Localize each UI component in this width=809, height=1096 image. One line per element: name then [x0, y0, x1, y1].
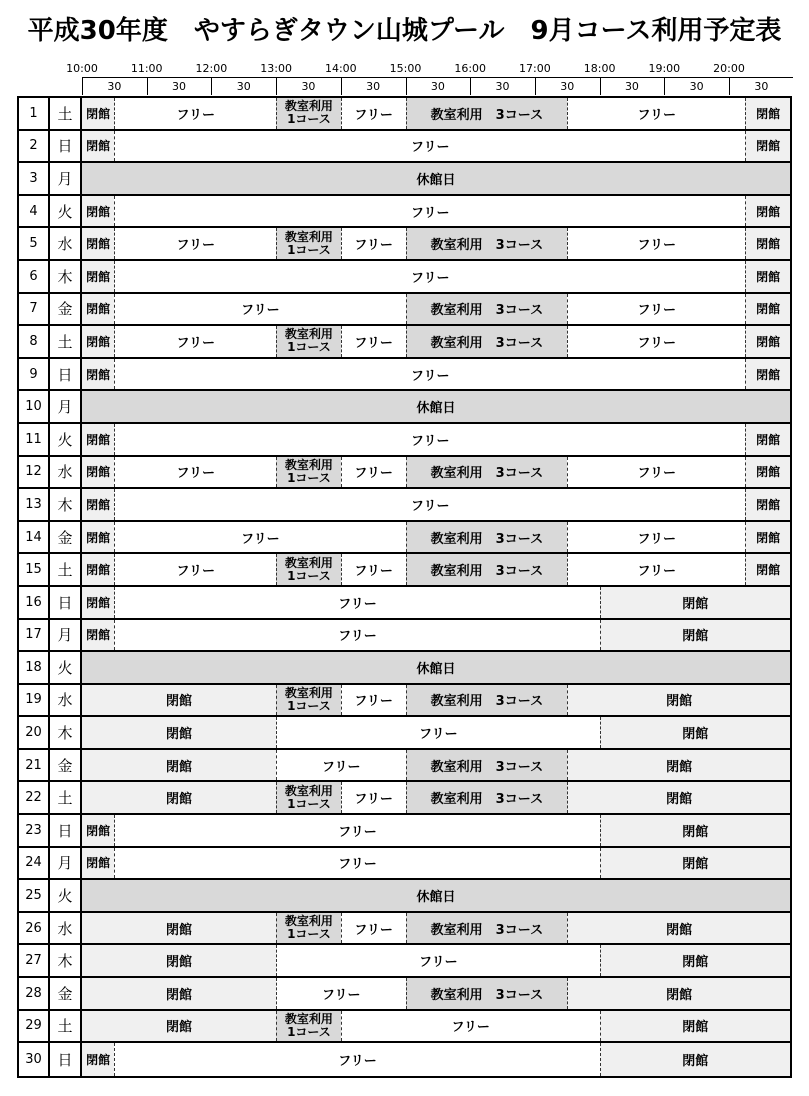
closed-slot: 閉館	[745, 554, 790, 585]
free-slot: フリー	[276, 717, 600, 748]
weekday: 火	[50, 652, 82, 683]
closed-slot: 閉館	[567, 913, 790, 944]
hour-tick	[147, 77, 148, 95]
weekday: 金	[50, 750, 82, 781]
day-number: 29	[19, 1011, 50, 1042]
free-slot: フリー	[341, 326, 406, 357]
day-number: 11	[19, 424, 50, 455]
free-slot: フリー	[341, 782, 406, 813]
day-number: 19	[19, 685, 50, 716]
weekday: 木	[50, 261, 82, 292]
hour-label: 11:00	[130, 62, 163, 75]
schedule-row	[19, 326, 790, 359]
closed-slot: 閉館	[745, 326, 790, 357]
free-slot: フリー	[276, 750, 405, 781]
closed-slot: 閉館	[82, 815, 114, 846]
closed-slot: 閉館	[82, 522, 114, 553]
lesson-1-line1: 教室利用	[284, 327, 333, 342]
schedule-row	[19, 457, 790, 490]
closed-slot: 閉館	[745, 261, 790, 292]
weekday: 火	[50, 196, 82, 227]
hour-tick	[276, 77, 277, 95]
closed-slot: 閉館	[82, 489, 114, 520]
free-slot: フリー	[341, 554, 406, 585]
holiday-slot: 休館日	[82, 880, 790, 911]
weekday: 火	[50, 424, 82, 455]
free-slot: フリー	[114, 1043, 599, 1076]
schedule-row	[19, 620, 790, 653]
day-number: 8	[19, 326, 50, 357]
free-slot: フリー	[276, 945, 600, 976]
lesson-1-line1: 教室利用	[284, 457, 333, 472]
weekday: 日	[50, 131, 82, 162]
schedule-row	[19, 196, 790, 229]
schedule-row	[19, 880, 790, 913]
lesson-1-line2: 1コース	[287, 112, 331, 127]
closed-slot: 閉館	[745, 228, 790, 259]
lesson-1-course-slot	[276, 98, 341, 129]
schedule-row	[19, 424, 790, 457]
day-number: 2	[19, 131, 50, 162]
closed-slot: 閉館	[82, 457, 114, 488]
free-slot: フリー	[341, 457, 406, 488]
closed-slot: 閉館	[745, 196, 790, 227]
free-slot: フリー	[567, 326, 745, 357]
closed-slot: 閉館	[600, 1011, 790, 1042]
weekday: 水	[50, 457, 82, 488]
hour-label: 13:00	[260, 62, 292, 75]
day-number: 14	[19, 522, 50, 553]
schedule-row	[19, 1011, 790, 1044]
schedule-row	[19, 717, 790, 750]
closed-slot: 閉館	[82, 945, 276, 976]
weekday: 土	[50, 554, 82, 585]
lesson-1-line2: 1コース	[287, 796, 331, 811]
free-slot: フリー	[114, 131, 745, 162]
closed-slot: 閉館	[567, 978, 790, 1009]
hour-label: 20:00	[713, 62, 745, 75]
free-slot: フリー	[114, 359, 745, 390]
free-slot: フリー	[341, 913, 406, 944]
weekday: 木	[50, 945, 82, 976]
half-hour-label: 30	[430, 80, 445, 93]
schedule-row	[19, 685, 790, 718]
schedule-row	[19, 294, 790, 327]
free-slot: フリー	[567, 522, 745, 553]
free-slot: フリー	[114, 522, 405, 553]
lesson-1-course-slot	[276, 554, 341, 585]
hour-label: 12:00	[195, 62, 228, 75]
weekday: 月	[50, 391, 82, 422]
holiday-slot: 休館日	[82, 652, 790, 683]
day-number: 5	[19, 228, 50, 259]
hour-tick	[82, 77, 83, 95]
lesson-3-course-slot: 教室利用 3コース	[406, 228, 568, 259]
schedule-row	[19, 163, 790, 196]
schedule-row	[19, 978, 790, 1011]
lesson-1-course-slot	[276, 685, 341, 716]
schedule-row	[19, 391, 790, 424]
free-slot: フリー	[114, 815, 599, 846]
lesson-1-line1: 教室利用	[284, 783, 333, 798]
hour-tick	[729, 77, 730, 95]
closed-slot: 閉館	[82, 98, 114, 129]
closed-slot: 閉館	[82, 978, 276, 1009]
hour-label: 10:00	[66, 62, 98, 75]
closed-slot: 閉館	[600, 587, 790, 618]
weekday: 金	[50, 978, 82, 1009]
weekday: 土	[50, 1011, 82, 1042]
free-slot: フリー	[114, 228, 276, 259]
weekday: 水	[50, 913, 82, 944]
lesson-1-line2: 1コース	[287, 242, 331, 257]
lesson-1-line1: 教室利用	[284, 229, 333, 244]
day-number: 17	[19, 620, 50, 651]
closed-slot: 閉館	[567, 750, 790, 781]
closed-slot: 閉館	[82, 750, 276, 781]
free-slot: フリー	[567, 98, 745, 129]
day-number: 20	[19, 717, 50, 748]
free-slot: フリー	[114, 457, 276, 488]
lesson-3-course-slot: 教室利用 3コース	[406, 522, 568, 553]
closed-slot: 閉館	[600, 848, 790, 879]
hour-tick	[664, 77, 665, 95]
day-number: 15	[19, 554, 50, 585]
closed-slot: 閉館	[82, 131, 114, 162]
closed-slot: 閉館	[745, 359, 790, 390]
schedule-row	[19, 489, 790, 522]
lesson-3-course-slot: 教室利用 3コース	[406, 554, 568, 585]
day-number: 30	[19, 1043, 50, 1076]
schedule-row	[19, 815, 790, 848]
weekday: 土	[50, 326, 82, 357]
free-slot: フリー	[114, 98, 276, 129]
lesson-3-course-slot: 教室利用 3コース	[406, 685, 568, 716]
closed-slot: 閉館	[82, 359, 114, 390]
lesson-1-line1: 教室利用	[284, 914, 333, 929]
weekday: 土	[50, 782, 82, 813]
weekday: 日	[50, 815, 82, 846]
schedule-row	[19, 131, 790, 164]
closed-slot: 閉館	[82, 685, 276, 716]
lesson-1-line1: 教室利用	[284, 555, 333, 570]
day-number: 12	[19, 457, 50, 488]
weekday: 月	[50, 620, 82, 651]
day-number: 28	[19, 978, 50, 1009]
day-number: 25	[19, 880, 50, 911]
free-slot: フリー	[567, 554, 745, 585]
lesson-1-line1: 教室利用	[284, 99, 333, 114]
lesson-1-course-slot	[276, 913, 341, 944]
half-hour-label: 30	[366, 80, 381, 93]
lesson-1-course-slot	[276, 457, 341, 488]
closed-slot: 閉館	[745, 457, 790, 488]
day-number: 24	[19, 848, 50, 879]
holiday-slot: 休館日	[82, 163, 790, 194]
weekday: 水	[50, 228, 82, 259]
schedule-row	[19, 848, 790, 881]
day-number: 22	[19, 782, 50, 813]
closed-slot: 閉館	[745, 424, 790, 455]
half-hour-label: 30	[689, 80, 704, 93]
closed-slot: 閉館	[82, 1043, 114, 1076]
lesson-1-line2: 1コース	[287, 470, 331, 485]
weekday: 木	[50, 489, 82, 520]
day-number: 23	[19, 815, 50, 846]
day-number: 3	[19, 163, 50, 194]
hour-tick	[341, 77, 342, 95]
lesson-1-line2: 1コース	[287, 927, 331, 942]
hour-tick	[600, 77, 601, 95]
day-number: 26	[19, 913, 50, 944]
lesson-3-course-slot: 教室利用 3コース	[406, 457, 568, 488]
free-slot: フリー	[567, 294, 745, 325]
lesson-3-course-slot: 教室利用 3コース	[406, 98, 568, 129]
lesson-3-course-slot: 教室利用 3コース	[406, 978, 568, 1009]
schedule-row	[19, 1043, 790, 1076]
lesson-3-course-slot: 教室利用 3コース	[406, 782, 568, 813]
free-slot: フリー	[114, 196, 745, 227]
day-number: 13	[19, 489, 50, 520]
time-axis-line	[82, 77, 793, 78]
weekday: 日	[50, 359, 82, 390]
closed-slot: 閉館	[600, 815, 790, 846]
schedule-row	[19, 522, 790, 555]
closed-slot: 閉館	[745, 131, 790, 162]
holiday-slot: 休館日	[82, 391, 790, 422]
lesson-1-course-slot	[276, 1011, 341, 1042]
lesson-1-course-slot	[276, 228, 341, 259]
lesson-1-course-slot	[276, 326, 341, 357]
hour-label: 16:00	[454, 62, 487, 75]
closed-slot: 閉館	[82, 620, 114, 651]
weekday: 日	[50, 1043, 82, 1076]
weekday: 土	[50, 98, 82, 129]
weekday: 金	[50, 522, 82, 553]
hour-label: 15:00	[389, 62, 422, 75]
half-hour-label: 30	[107, 80, 122, 93]
half-hour-label: 30	[754, 80, 769, 93]
schedule-row	[19, 782, 790, 815]
schedule-row	[19, 750, 790, 783]
weekday: 日	[50, 587, 82, 618]
schedule-row	[19, 261, 790, 294]
lesson-3-course-slot: 教室利用 3コース	[406, 326, 568, 357]
weekday: 火	[50, 880, 82, 911]
half-hour-label: 30	[560, 80, 575, 93]
schedule-row	[19, 98, 790, 131]
closed-slot: 閉館	[600, 945, 790, 976]
lesson-1-line2: 1コース	[287, 568, 331, 583]
half-hour-label: 30	[172, 80, 187, 93]
hour-label: 18:00	[583, 62, 616, 75]
day-number: 16	[19, 587, 50, 618]
lesson-1-line2: 1コース	[287, 698, 331, 713]
lesson-3-course-slot: 教室利用 3コース	[406, 913, 568, 944]
day-number: 21	[19, 750, 50, 781]
weekday: 月	[50, 848, 82, 879]
hour-label: 17:00	[519, 62, 551, 75]
schedule-row	[19, 945, 790, 978]
half-hour-label: 30	[236, 80, 251, 93]
weekday: 月	[50, 163, 82, 194]
closed-slot: 閉館	[82, 717, 276, 748]
hour-label: 14:00	[324, 62, 357, 75]
free-slot: フリー	[114, 848, 599, 879]
closed-slot: 閉館	[82, 326, 114, 357]
closed-slot: 閉館	[82, 424, 114, 455]
closed-slot: 閉館	[82, 196, 114, 227]
time-axis	[0, 0, 809, 100]
day-number: 4	[19, 196, 50, 227]
closed-slot: 閉館	[600, 717, 790, 748]
day-number: 6	[19, 261, 50, 292]
half-hour-label: 30	[624, 80, 639, 93]
free-slot: フリー	[341, 1011, 600, 1042]
closed-slot: 閉館	[82, 848, 114, 879]
schedule-row	[19, 359, 790, 392]
weekday: 木	[50, 717, 82, 748]
day-number: 10	[19, 391, 50, 422]
closed-slot: 閉館	[82, 913, 276, 944]
day-number: 18	[19, 652, 50, 683]
closed-slot: 閉館	[600, 620, 790, 651]
closed-slot: 閉館	[567, 782, 790, 813]
lesson-1-course-slot	[276, 782, 341, 813]
day-number: 27	[19, 945, 50, 976]
lesson-1-line2: 1コース	[287, 1024, 331, 1039]
schedule-row	[19, 554, 790, 587]
free-slot: フリー	[114, 620, 599, 651]
day-number: 9	[19, 359, 50, 390]
closed-slot: 閉館	[567, 685, 790, 716]
closed-slot: 閉館	[82, 228, 114, 259]
day-number: 1	[19, 98, 50, 129]
hour-tick	[470, 77, 471, 95]
free-slot: フリー	[114, 261, 745, 292]
page-title: 平成30年度 やすらぎタウン山城プール 9月コース利用予定表	[27, 16, 782, 46]
lesson-1-line1: 教室利用	[284, 685, 333, 700]
hour-tick	[406, 77, 407, 95]
free-slot: フリー	[567, 457, 745, 488]
free-slot: フリー	[341, 228, 406, 259]
lesson-1-line2: 1コース	[287, 340, 331, 355]
schedule-row	[19, 652, 790, 685]
free-slot: フリー	[276, 978, 405, 1009]
free-slot: フリー	[114, 554, 276, 585]
closed-slot: 閉館	[600, 1043, 790, 1076]
hour-tick	[535, 77, 536, 95]
closed-slot: 閉館	[82, 554, 114, 585]
closed-slot: 閉館	[745, 522, 790, 553]
schedule-row	[19, 587, 790, 620]
schedule-row	[19, 228, 790, 261]
weekday: 金	[50, 294, 82, 325]
closed-slot: 閉館	[82, 261, 114, 292]
closed-slot: 閉館	[745, 98, 790, 129]
free-slot: フリー	[114, 326, 276, 357]
lesson-3-course-slot: 教室利用 3コース	[406, 294, 568, 325]
closed-slot: 閉館	[82, 294, 114, 325]
schedule-table	[17, 96, 792, 1078]
free-slot: フリー	[341, 685, 406, 716]
closed-slot: 閉館	[745, 294, 790, 325]
day-number: 7	[19, 294, 50, 325]
lesson-1-line1: 教室利用	[284, 1011, 333, 1026]
half-hour-label: 30	[301, 80, 316, 93]
closed-slot: 閉館	[82, 782, 276, 813]
free-slot: フリー	[114, 587, 599, 618]
closed-slot: 閉館	[745, 489, 790, 520]
half-hour-label: 30	[495, 80, 510, 93]
hour-tick	[211, 77, 212, 95]
hour-label: 19:00	[648, 62, 681, 75]
weekday: 水	[50, 685, 82, 716]
free-slot: フリー	[341, 98, 406, 129]
schedule-row	[19, 913, 790, 946]
free-slot: フリー	[114, 294, 405, 325]
closed-slot: 閉館	[82, 587, 114, 618]
free-slot: フリー	[114, 424, 745, 455]
lesson-3-course-slot: 教室利用 3コース	[406, 750, 568, 781]
free-slot: フリー	[567, 228, 745, 259]
closed-slot: 閉館	[82, 1011, 276, 1042]
free-slot: フリー	[114, 489, 745, 520]
